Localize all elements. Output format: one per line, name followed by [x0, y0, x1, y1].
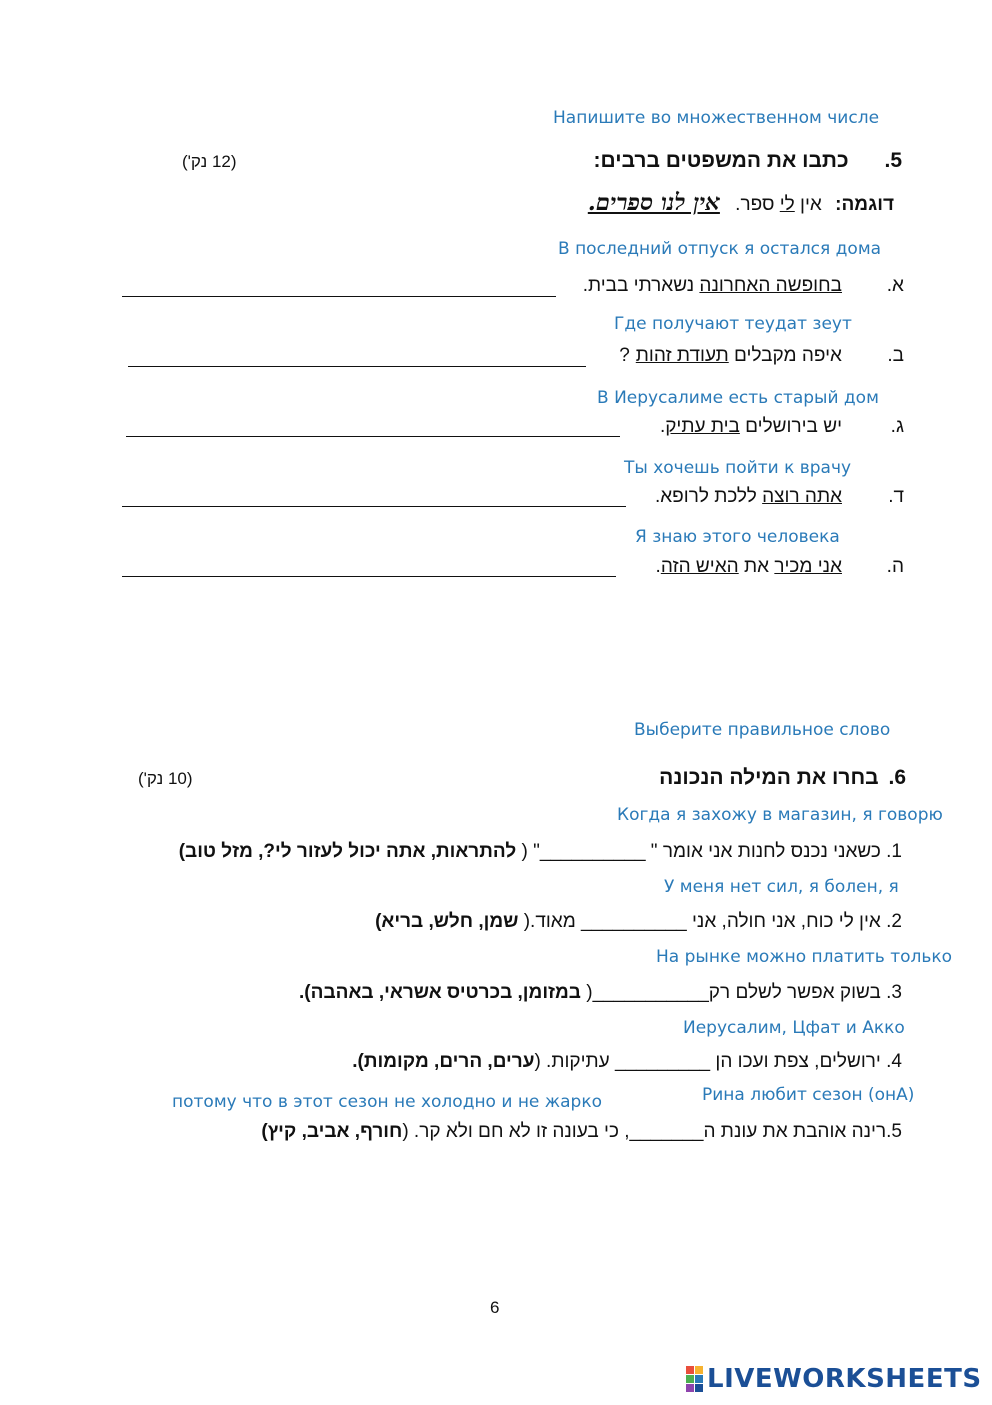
item5c-before: יש בירושלים	[739, 416, 842, 437]
item5e-underlined: אני מכיר	[774, 556, 842, 577]
item5e-middle: את	[738, 556, 775, 577]
item5e-ru: Я знаю этого человека	[635, 527, 840, 547]
item5a-letter: א.	[886, 275, 904, 296]
section6-ru-instruction: Выберите правильное слово	[634, 720, 891, 740]
item6-4-ru: Иерусалим, Цфат и Акко	[683, 1018, 905, 1038]
item6-2-text: 2. אין לי כוח, אני חולה, אני __________ מאוד.(	[518, 911, 902, 932]
item5e-sentence	[656, 556, 842, 578]
item5c-ru: В Иерусалиме есть старый дом	[597, 388, 879, 408]
item5a-underlined: בחופשה האחרונה	[699, 275, 842, 296]
answer-line-5b[interactable]	[128, 366, 586, 367]
item5a-rest: נשארתי בבית.	[582, 275, 700, 296]
item6-5-ru: Рина любит сезон (онА)	[702, 1085, 915, 1105]
section6-number: 6.	[888, 766, 906, 789]
logo-text: LIVEWORKSHEETS	[707, 1364, 982, 1394]
liveworksheets-logo[interactable]	[686, 1364, 982, 1394]
section5-title: כתבו את המשפטים ברבים:	[593, 149, 849, 172]
item6-1-ru: Когда я захожу в магазин, я говорю	[617, 805, 943, 825]
item6-4-options[interactable]: ערים, הרים, מקומות).	[352, 1051, 535, 1072]
item5b-ru: Где получают теудат зеут	[614, 314, 852, 334]
item5d-sentence	[655, 486, 842, 508]
item5e-underlined2: האיש הזה	[660, 556, 739, 577]
example-word3: ספר.	[735, 194, 775, 215]
item5a-ru: В последний отпуск я остался дома	[558, 239, 882, 259]
section5-heading	[594, 149, 902, 173]
item6-3-options[interactable]: במזומן, בכרטיס אשראי, באהבה).	[299, 982, 581, 1003]
item6-2-ru: У меня нет сил, я болен, я	[664, 877, 899, 897]
item6-3-text: 3. בשוק אפשר לשלם רק___________(	[580, 982, 902, 1003]
page-number: 6	[490, 1298, 500, 1317]
item5b-rest: ?	[619, 345, 630, 366]
item5d-underlined: אתה רוצה	[762, 486, 842, 507]
item5e-rest: .	[655, 556, 661, 577]
section5-example	[588, 189, 894, 216]
example-word1: אין	[800, 194, 822, 215]
item5d-rest: ללכת לרופא.	[654, 486, 763, 507]
item6-3-sentence	[299, 982, 902, 1004]
item6-2-options[interactable]: שמן, חלש, בריא)	[375, 911, 519, 932]
item6-1-sentence	[179, 841, 902, 863]
item6-5-ru2: потому что в этот сезон не холодно и не жарко	[172, 1092, 602, 1112]
item6-1-text: 1. כשאני נכנס לחנות אני אומר " __________" (	[516, 841, 902, 862]
item6-4-sentence	[352, 1051, 902, 1073]
answer-line-5d[interactable]	[122, 506, 626, 507]
section6-title: בחרו את המילה הנכונה	[659, 766, 879, 789]
item5d-letter: ד.	[888, 486, 904, 507]
item5c-rest: .	[659, 416, 666, 437]
section6-points: (10 נק')	[138, 769, 193, 788]
item5a-sentence	[583, 275, 842, 297]
section5-points: (12 נק')	[182, 152, 237, 171]
section5-number: 5.	[884, 149, 902, 172]
answer-line-5c[interactable]	[126, 436, 620, 437]
item5c-underlined: בית עתיק	[665, 416, 740, 437]
section6-heading	[659, 766, 906, 790]
item5d-ru: Ты хочешь пойти к врачу	[624, 458, 852, 478]
item5c-letter: ג.	[890, 416, 904, 437]
answer-line-5a[interactable]	[122, 296, 556, 297]
example-label: דוגמה:	[835, 194, 894, 215]
example-word2: לי	[779, 194, 795, 215]
logo-mark-icon	[686, 1366, 703, 1392]
answer-line-5e[interactable]	[122, 576, 616, 577]
item5b-before: איפה מקבלים	[728, 345, 842, 366]
item5b-underlined: תעודת זהות	[635, 345, 729, 366]
example-answer: אין לנו ספרים.	[587, 189, 720, 216]
item6-5-text: 5.רינה אוהבת את עונת ה_______, כי בעונה זו לא חם ולא קר. (	[402, 1121, 902, 1142]
item6-3-ru: На рынке можно платить только	[656, 947, 953, 967]
item5b-letter: ב.	[887, 345, 904, 366]
item6-2-sentence	[375, 911, 902, 933]
section5-ru-instruction: Напишите во множественном числе	[553, 108, 880, 128]
item6-5-sentence	[261, 1121, 902, 1143]
item5b-sentence	[619, 345, 842, 367]
item5e-letter: ה.	[886, 556, 904, 577]
item6-1-options[interactable]: להתראות, אתה יכול לעזור לי?, מזל טוב)	[178, 841, 517, 862]
item5c-sentence	[660, 416, 842, 438]
item6-4-text: 4. ירושלים, צפת ועכו הן _________ עתיקות. (	[534, 1051, 902, 1072]
item6-5-options[interactable]: חורף, אביב, קיץ)	[261, 1121, 403, 1142]
